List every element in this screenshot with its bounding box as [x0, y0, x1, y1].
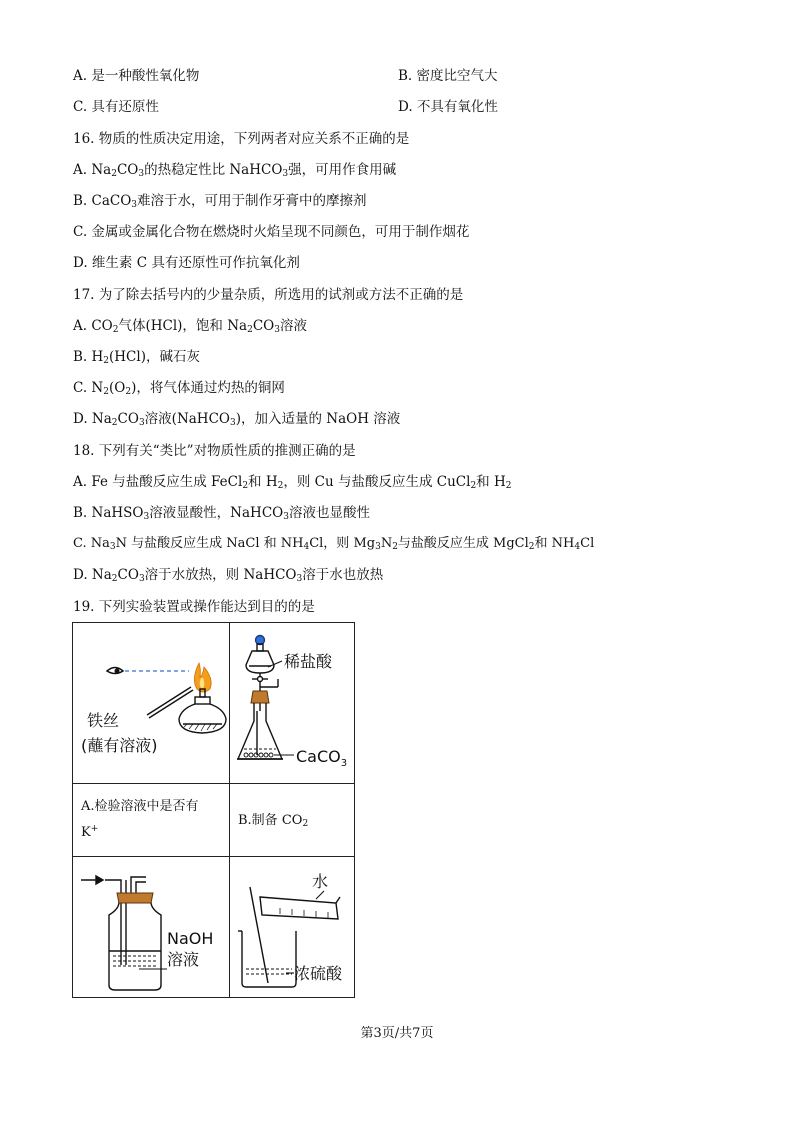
outlet-tube: [131, 877, 146, 893]
q15-option-c: C. 具有还原性: [73, 99, 159, 115]
q17-stem: 17. 为了除去括号内的少量杂质，所选用的试剂或方法不正确的是: [73, 287, 464, 303]
q18-option-c: C. $Na_3N$ 与盐酸反应生成 NaCl 和 $NH_4Cl$，则 $Mg_3N_2$与盐酸反应生成 MgCl$_2$和 $NH_4Cl$: [73, 536, 595, 552]
conical-flask: [237, 703, 283, 759]
q16-option-a: A. $Na_2CO_3$的热稳定性比 NaHCO$_3$强，可用作食用碱: [73, 162, 397, 179]
alcohol-lamp: [179, 689, 226, 733]
funnel-stopper: [256, 636, 265, 645]
q15-option-d: D. 不具有氧化性: [398, 99, 498, 115]
figure-a-cell: [73, 623, 230, 784]
rubber-stopper: [251, 691, 269, 703]
gas-washing-bottle-diagram: [73, 857, 229, 993]
q18-option-a: A. Fe 与盐酸反应生成 FeCl$_2$和 $H_2$，则 Cu 与盐酸反应生成 CuCl$_2$和 $H_2$: [73, 474, 512, 491]
q18-stem: 18. 下列有关“类比”对物质性质的推测正确的是: [73, 443, 356, 459]
fig-b-solid-label: CaCO$_3$: [296, 747, 348, 769]
q17-option-d: D. $Na_2CO_3$溶液(NaHCO$_3$)，加入适量的 NaOH 溶液: [73, 411, 401, 428]
fig-d-acid-label: 浓硫酸: [294, 964, 343, 983]
figure-c-cell: [73, 857, 230, 998]
figure-d-cell: [230, 857, 355, 998]
caption-a: A.检验溶液中是否有 K+: [81, 799, 199, 840]
q17-option-a: A. $CO_2$气体(HCl)，饱和 $Na_2CO_3$溶液: [73, 318, 307, 335]
q19-figure-table: [72, 622, 355, 998]
fig-a-label-line1: 铁丝: [87, 711, 120, 730]
q16-option-b: B. CaCO$_3$难溶于水，可用于制作牙膏中的摩擦剂: [73, 193, 367, 210]
q17-option-c: C. $N_2(O_2)$，将气体通过灼热的铜网: [73, 380, 285, 397]
fig-c-label-line1: NaOH: [167, 929, 214, 948]
q16-option-c: C. 金属或金属化合物在燃烧时火焰呈现不同颜色，可用于制作烟花: [73, 224, 470, 240]
q18-option-d: D. $Na_2CO_3$溶于水放热，则 NaHCO$_3$溶于水也放热: [73, 567, 384, 584]
graduated-cylinder: [260, 897, 338, 919]
bottle-stopper: [117, 893, 153, 903]
fig-b-acid-label: 稀盐酸: [284, 652, 333, 671]
separatory-funnel: [246, 651, 274, 673]
caption-b: B.制备 $CO_2$: [238, 813, 309, 829]
q16-stem: 16. 物质的性质决定用途，下列两者对应关系不正确的是: [73, 131, 410, 147]
eye-icon: [107, 668, 123, 674]
q18-option-b: B. NaHSO$_3$溶液显酸性，NaHCO$_3$溶液也显酸性: [73, 505, 370, 522]
q17-option-b: B. $H_2(HCl)$，碱石灰: [73, 349, 200, 366]
q19-stem: 19. 下列实验装置或操作能达到目的的是: [73, 599, 315, 615]
fig-c-label-line2: 溶液: [167, 950, 200, 969]
caption-b-cell: [230, 784, 355, 857]
q15-option-b: B. 密度比空气大: [398, 68, 498, 84]
q16-option-d: D. 维生素 C 具有还原性可作抗氧化剂: [73, 255, 300, 271]
fig-d-water-label: 水: [312, 872, 329, 891]
calcium-carbonate-solid: [244, 753, 273, 757]
wash-bottle: [109, 902, 161, 990]
co2-generator-diagram: [230, 623, 354, 779]
fig-a-label-line2: (蘸有溶液): [81, 736, 158, 755]
caption-a-cell: [73, 784, 230, 857]
figure-b-cell: [230, 623, 355, 784]
beaker: [242, 931, 296, 987]
dilution-diagram: [230, 857, 354, 993]
page-footer: 第3页/共7页: [360, 1026, 434, 1041]
q15-option-a: A. 是一种酸性氧化物: [73, 68, 200, 84]
flame-test-diagram: [73, 623, 229, 779]
